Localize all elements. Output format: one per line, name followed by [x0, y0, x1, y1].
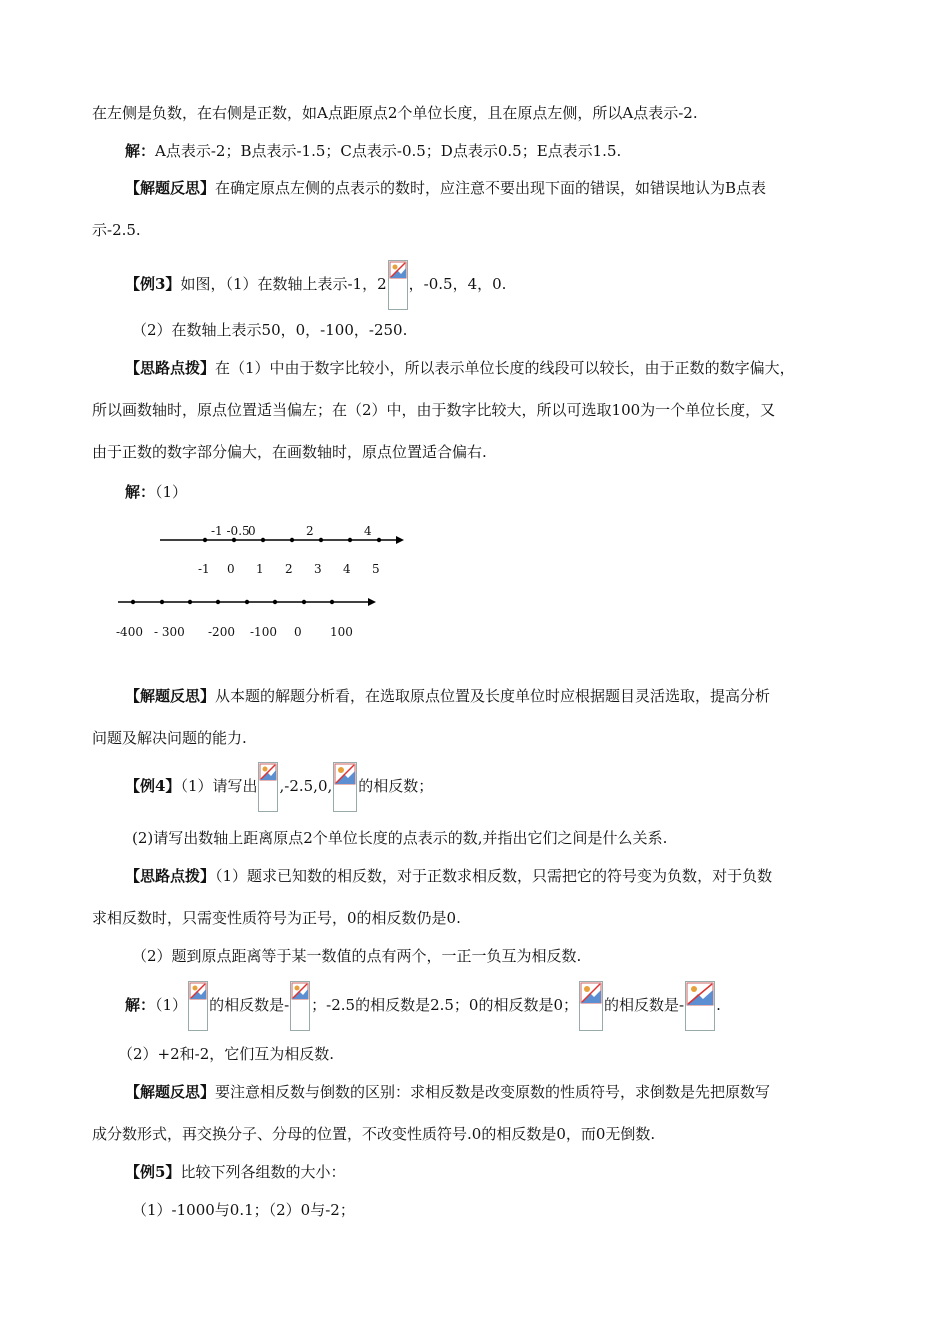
fraction-image-icon [685, 981, 715, 1031]
number-line-1-tick-label: 0 [227, 562, 235, 576]
hint-4-line-3: （2）题到原点距离等于某一数值的点有两个，一正一负互为相反数. [132, 947, 582, 965]
solution-heading: 解： [125, 142, 156, 160]
paragraph-number-line-explanation: 在左侧是负数，在右侧是正数，如A点距原点2个单位长度，且在原点左侧，所以A点表示-2. [92, 104, 698, 122]
reflection-3-text: 从本题的解题分析看，在选取原点位置及长度单位时应根据题目灵活选取，提高分析 [215, 687, 771, 705]
hint-3-line-2: 所以画数轴时，原点位置适当偏左；在（2）中，由于数字比较大，所以可选取100为一个单位长度，又 [92, 401, 776, 419]
example-5 [125, 1162, 345, 1182]
number-line-2-arrow [368, 598, 376, 606]
solution-4-heading: 解： [125, 996, 156, 1014]
number-line-1-tick-label: -1 [198, 562, 210, 576]
reflection-heading: 【解题反思】 [125, 179, 216, 197]
number-line-2-tick-label: 100 [330, 625, 353, 639]
hint-3-line-3: 由于正数的数字部分偏大，在画数轴时，原点位置适合偏右. [92, 443, 487, 461]
solution-text: A点表示-2；B点表示-1.5；C点表示-0.5；D点表示0.5；E点表示1.5. [155, 142, 622, 160]
number-line-2-point [131, 600, 135, 604]
example-3-heading: 【例3】 [125, 275, 181, 293]
number-line-1-point [348, 538, 352, 542]
number-line-2-point [216, 600, 220, 604]
number-line-2-tick-label: - 300 [154, 625, 185, 639]
example-3-text: 如图，（1）在数轴上表示-1，2 [180, 275, 387, 293]
number-line-2-point [188, 600, 192, 604]
number-line-1-point [203, 538, 207, 542]
example-5-part-1: （1）-1000与0.1；（2）0与-2； [132, 1201, 355, 1219]
number-line-2-point [273, 600, 277, 604]
fraction-image-icon [258, 762, 278, 812]
number-line-2-point [302, 600, 306, 604]
solution-3-heading: 解： [125, 483, 156, 501]
number-line-1-tick-label: 5 [372, 562, 380, 576]
number-line-diagram [0, 0, 950, 660]
number-line-1-value-label: 2 [306, 524, 314, 538]
solution-4-a: （1） [155, 996, 188, 1014]
fraction-image-icon [188, 981, 208, 1031]
number-line-1-point [232, 538, 236, 542]
reflection-4-line-1 [125, 1082, 770, 1102]
number-line-1-tick-label: 3 [314, 562, 322, 576]
hint-4-line-1 [125, 866, 772, 886]
number-line-2-tick-label: -400 [116, 625, 143, 639]
reflection-3-line-1 [125, 686, 770, 706]
reflection-4-text: 要注意相反数与倒数的区别：求相反数是改变原数的性质符号，求倒数是先把原数写 [215, 1083, 771, 1101]
example-4-text-3: 的相反数； [358, 777, 434, 795]
number-line-1-value-label: -0.5 [226, 524, 250, 538]
example-4-heading: 【例4】 [125, 777, 181, 795]
number-line-1-arrow [396, 536, 404, 544]
fraction-image-icon [290, 981, 310, 1031]
number-line-1-tick-label: 2 [285, 562, 293, 576]
example-3-part-2: （2）在数轴上表示50，0，-100，-250. [132, 321, 408, 339]
reflection-4-heading: 【解题反思】 [125, 1083, 216, 1101]
solution-4 [125, 981, 721, 1031]
hint-4-line-2: 求相反数时，只需变性质符号为正号，0的相反数仍是0. [92, 909, 461, 927]
example-4-text-1: （1）请写出 [180, 777, 258, 795]
solution-4-part-2: （2）+2和-2，它们互为相反数. [118, 1045, 335, 1063]
reflection-3-heading: 【解题反思】 [125, 687, 216, 705]
number-line-2-tick-label: -100 [250, 625, 277, 639]
number-line-1-value-label: 0 [248, 524, 256, 538]
example-4-text-2: ,-2.5,0, [279, 777, 333, 795]
hint-3-text: 在（1）中由于数字比较小，所以表示单位长度的线段可以较长，由于正数的数字偏大， [215, 359, 795, 377]
number-line-1-point [290, 538, 294, 542]
solution-4-b: 的相反数是- [209, 996, 290, 1014]
reflection-1-continued: 示-2.5. [92, 221, 141, 239]
fraction-image-icon [579, 981, 603, 1031]
example-4 [125, 762, 433, 812]
solution-4-c: ；-2.5的相反数是2.5；0的相反数是0； [311, 996, 579, 1014]
hint-4-text: （1）题求已知数的相反数，对于正数求相反数，只需把它的符号变为负数，对于负数 [215, 867, 773, 885]
reflection-3-line-2: 问题及解决问题的能力. [92, 729, 247, 747]
solution-4-e: . [716, 996, 721, 1014]
hint-4-heading: 【思路点拨】 [125, 867, 216, 885]
solution-3-text: （1） [155, 483, 188, 501]
number-line-2-tick-label: -200 [208, 625, 235, 639]
reflection-4-line-2: 成分数形式，再交换分子、分母的位置，不改变性质符号.0的相反数是0，而0无倒数. [92, 1125, 656, 1143]
number-line-2-tick-label: 0 [294, 625, 302, 639]
number-line-2-point [245, 600, 249, 604]
fraction-image-icon [333, 762, 357, 812]
number-line-1-value-label: -1 [211, 524, 223, 538]
hint-3-heading: 【思路点拨】 [125, 359, 216, 377]
number-line-1-point [261, 538, 265, 542]
number-line-1-tick-label: 1 [256, 562, 264, 576]
reflection-text: 在确定原点左侧的点表示的数时，应注意不要出现下面的错误，如错误地认为B点表 [215, 179, 767, 197]
number-line-1-point [319, 538, 323, 542]
number-line-1-value-label: 4 [364, 524, 372, 538]
number-line-1-tick-label: 4 [343, 562, 351, 576]
number-line-1-point [377, 538, 381, 542]
example-5-heading: 【例5】 [125, 1163, 181, 1181]
example-5-text: 比较下列各组数的大小： [180, 1163, 346, 1181]
example-4-part-2: (2)请写出数轴上距离原点2个单位长度的点表示的数,并指出它们之间是什么关系. [132, 829, 668, 847]
example-3-text-2: ，-0.5，4，0. [408, 275, 507, 293]
number-line-2-point [160, 600, 164, 604]
number-line-2-point [330, 600, 334, 604]
solution-4-d: 的相反数是- [604, 996, 685, 1014]
